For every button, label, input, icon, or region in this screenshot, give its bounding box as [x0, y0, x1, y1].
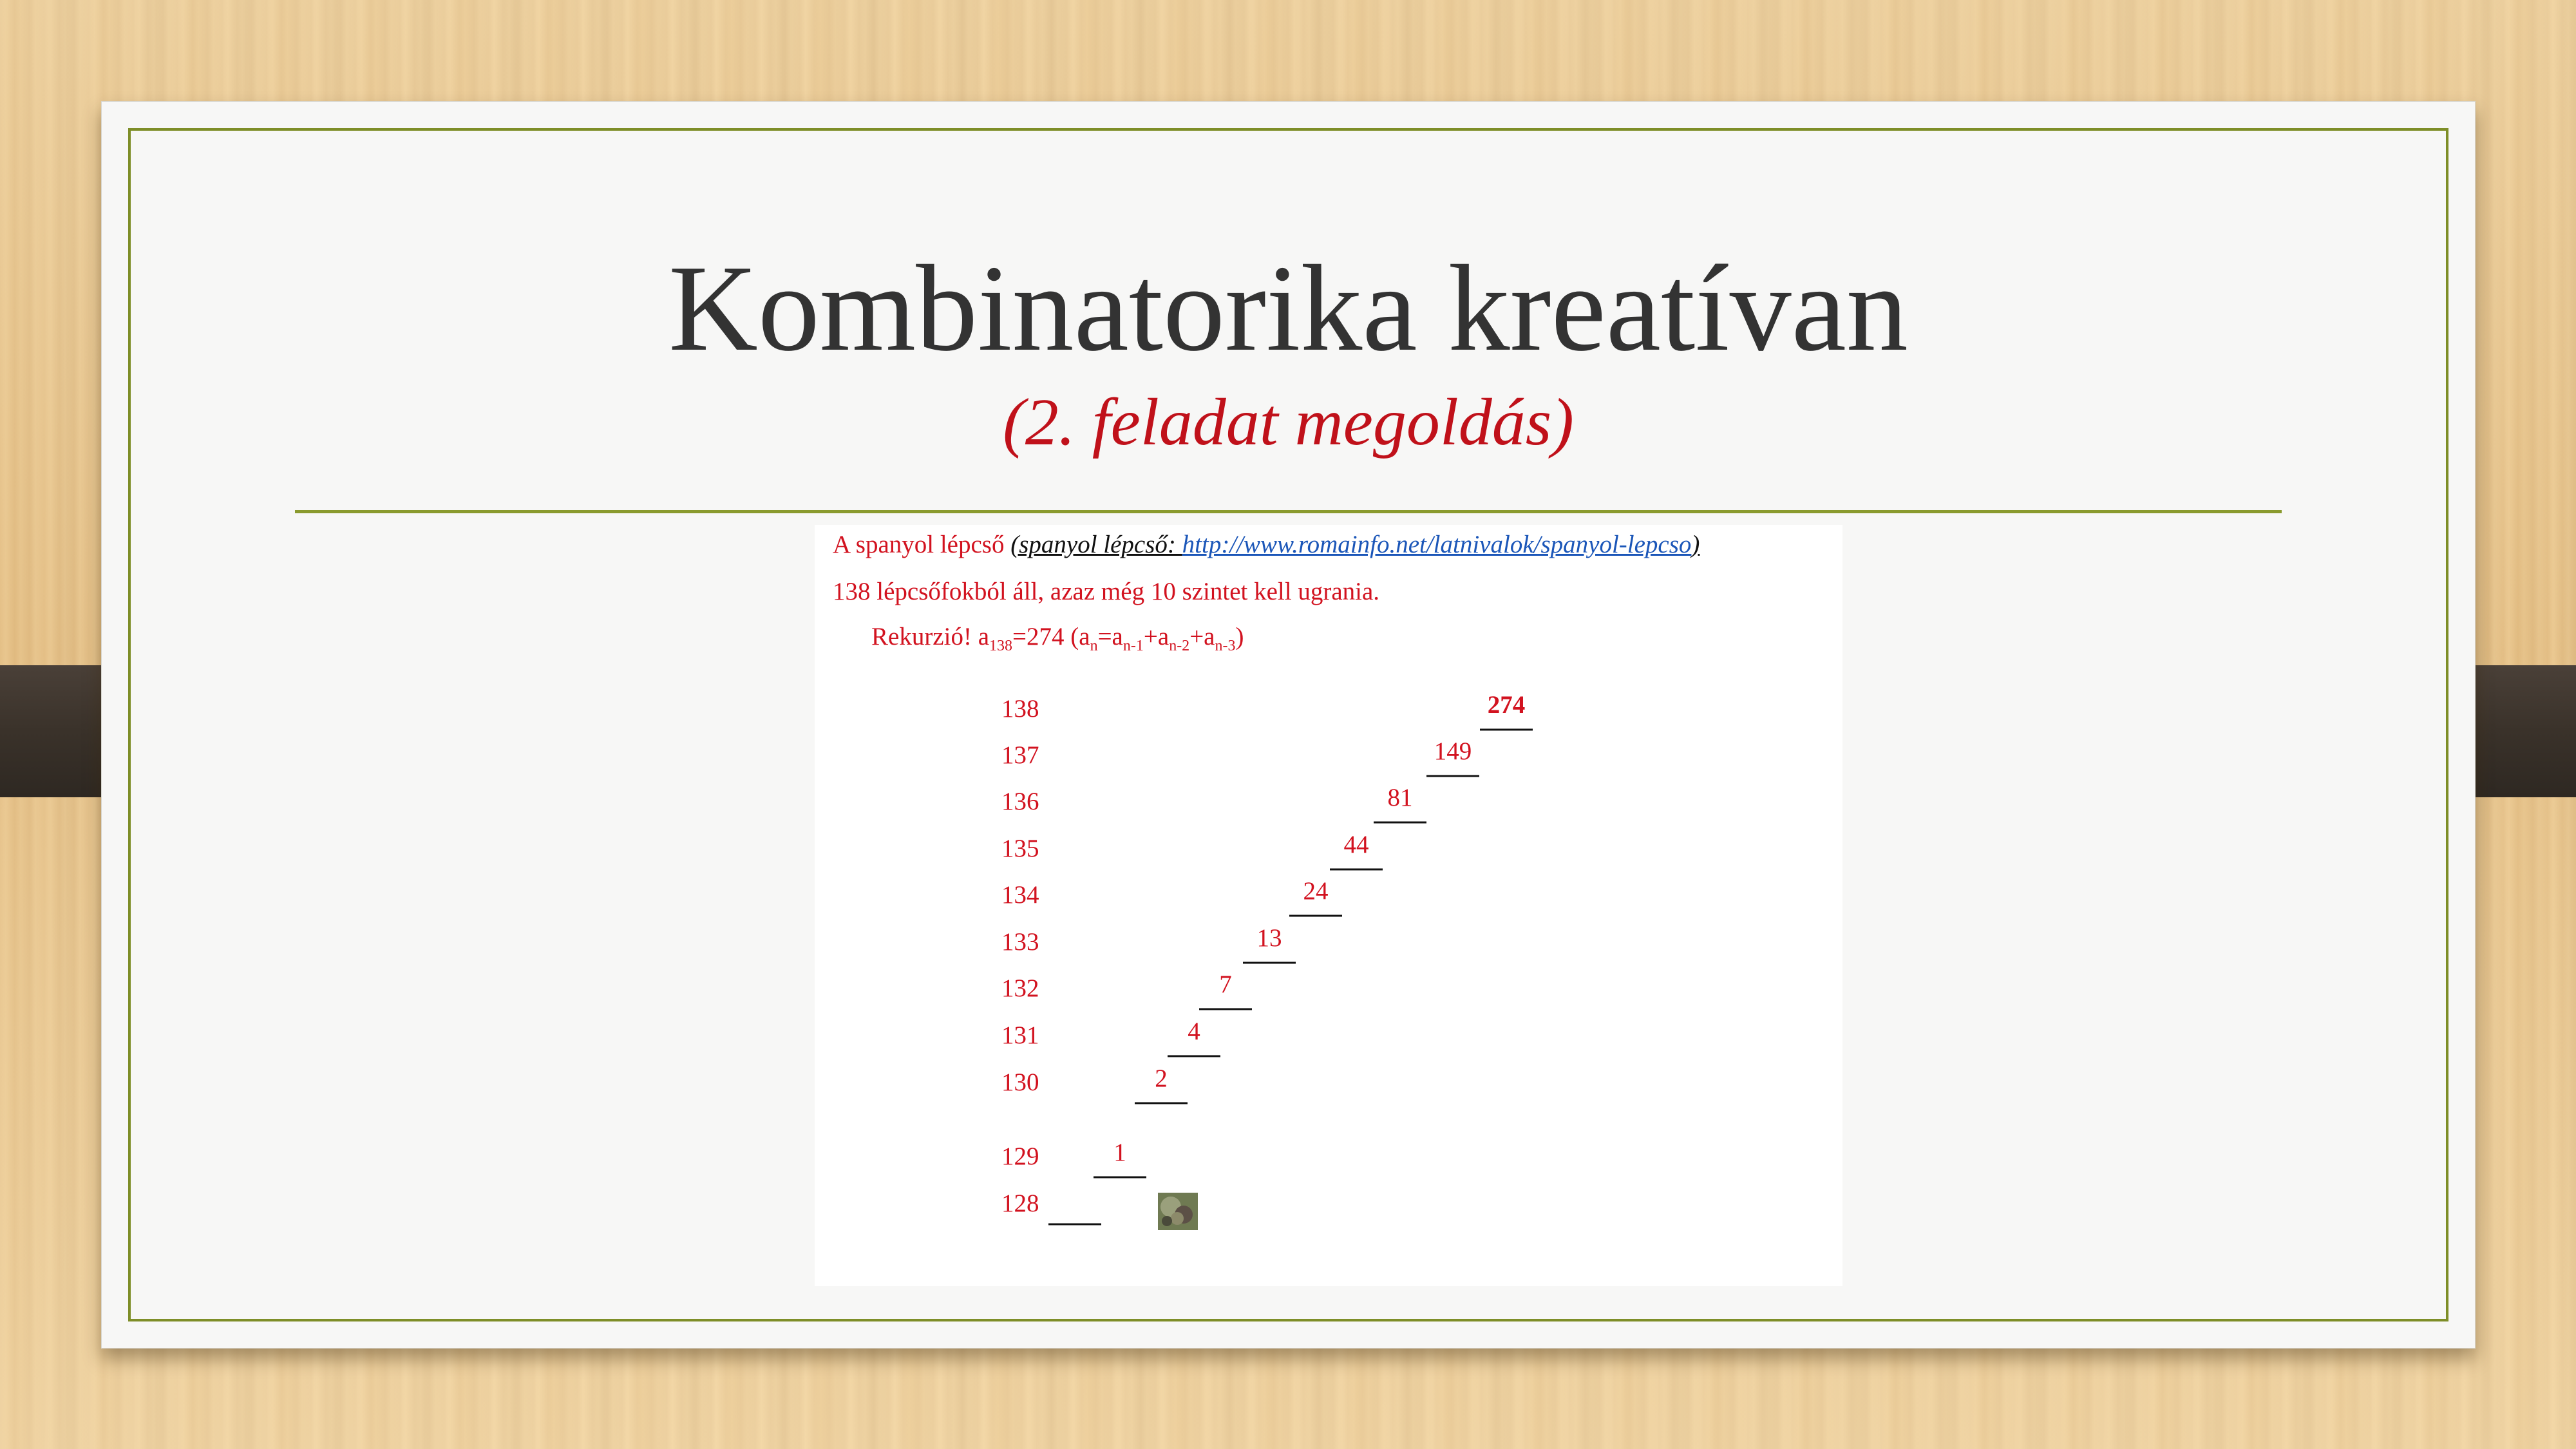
recursion-close: ): [1235, 623, 1244, 650]
recursion-sub-138: 138: [989, 637, 1013, 654]
recursion-plus1: +a: [1143, 623, 1170, 650]
stair-level-132: 132: [1001, 974, 1039, 1002]
stair-value-134: 24: [1303, 877, 1329, 905]
recursion-plus2: +a: [1189, 623, 1215, 650]
title-divider: [295, 510, 2282, 513]
stair-level-130: 130: [1001, 1068, 1039, 1096]
stair-value-129: 1: [1113, 1139, 1126, 1166]
recursion-eq2: =a: [1097, 623, 1123, 650]
stair-level-131: 131: [1001, 1021, 1039, 1049]
stair-value-131: 4: [1188, 1018, 1200, 1045]
recursion-sub-n: n: [1090, 637, 1098, 654]
stair-level-134: 134: [1001, 881, 1039, 909]
recursion-sub-n3: n-3: [1215, 637, 1236, 654]
stair-level-137: 137: [1001, 741, 1039, 769]
stair-value-130: 2: [1155, 1065, 1168, 1092]
slide-card: [101, 101, 2476, 1349]
stair-level-138: 138: [1001, 695, 1039, 723]
source-paren-open: (spanyol lépcső:: [1010, 531, 1182, 558]
solution-figure: [815, 525, 1842, 1286]
stair-value-132: 7: [1219, 971, 1232, 998]
source-link[interactable]: http://www.romainfo.net/latnivalok/spanyol-lepcso: [1182, 531, 1692, 558]
stair-value-137: 149: [1434, 737, 1472, 765]
slide-title: Kombinatorika kreatívan: [668, 240, 1908, 377]
stair-level-135: 135: [1001, 835, 1039, 862]
source-text: A spanyol lépcső: [833, 531, 1011, 558]
recursion-label: Rekurzió! a: [871, 623, 990, 650]
stair-value-135: 44: [1343, 831, 1369, 858]
stair-value-133: 13: [1256, 924, 1282, 952]
source-paren-close: ): [1691, 531, 1700, 558]
stair-value-136: 81: [1387, 784, 1413, 811]
recursion-sub-n2: n-2: [1169, 637, 1190, 654]
slide-subtitle: (2. feladat megoldás): [1003, 385, 1574, 459]
stair-value-138: 274: [1487, 691, 1526, 719]
steps-description: 138 lépcsőfokból áll, azaz még 10 szintet kell ugrania.: [833, 578, 1380, 605]
staircase-diagram: [815, 525, 1842, 1286]
stair-level-128: 128: [1001, 1189, 1039, 1217]
stair-level-129: 129: [1001, 1142, 1039, 1170]
recursion-sub-n1: n-1: [1122, 637, 1144, 654]
frog-icon: [1158, 1193, 1198, 1230]
stair-level-133: 133: [1001, 928, 1039, 956]
stair-level-136: 136: [1001, 788, 1039, 815]
recursion-eq: =274 (a: [1012, 623, 1090, 650]
